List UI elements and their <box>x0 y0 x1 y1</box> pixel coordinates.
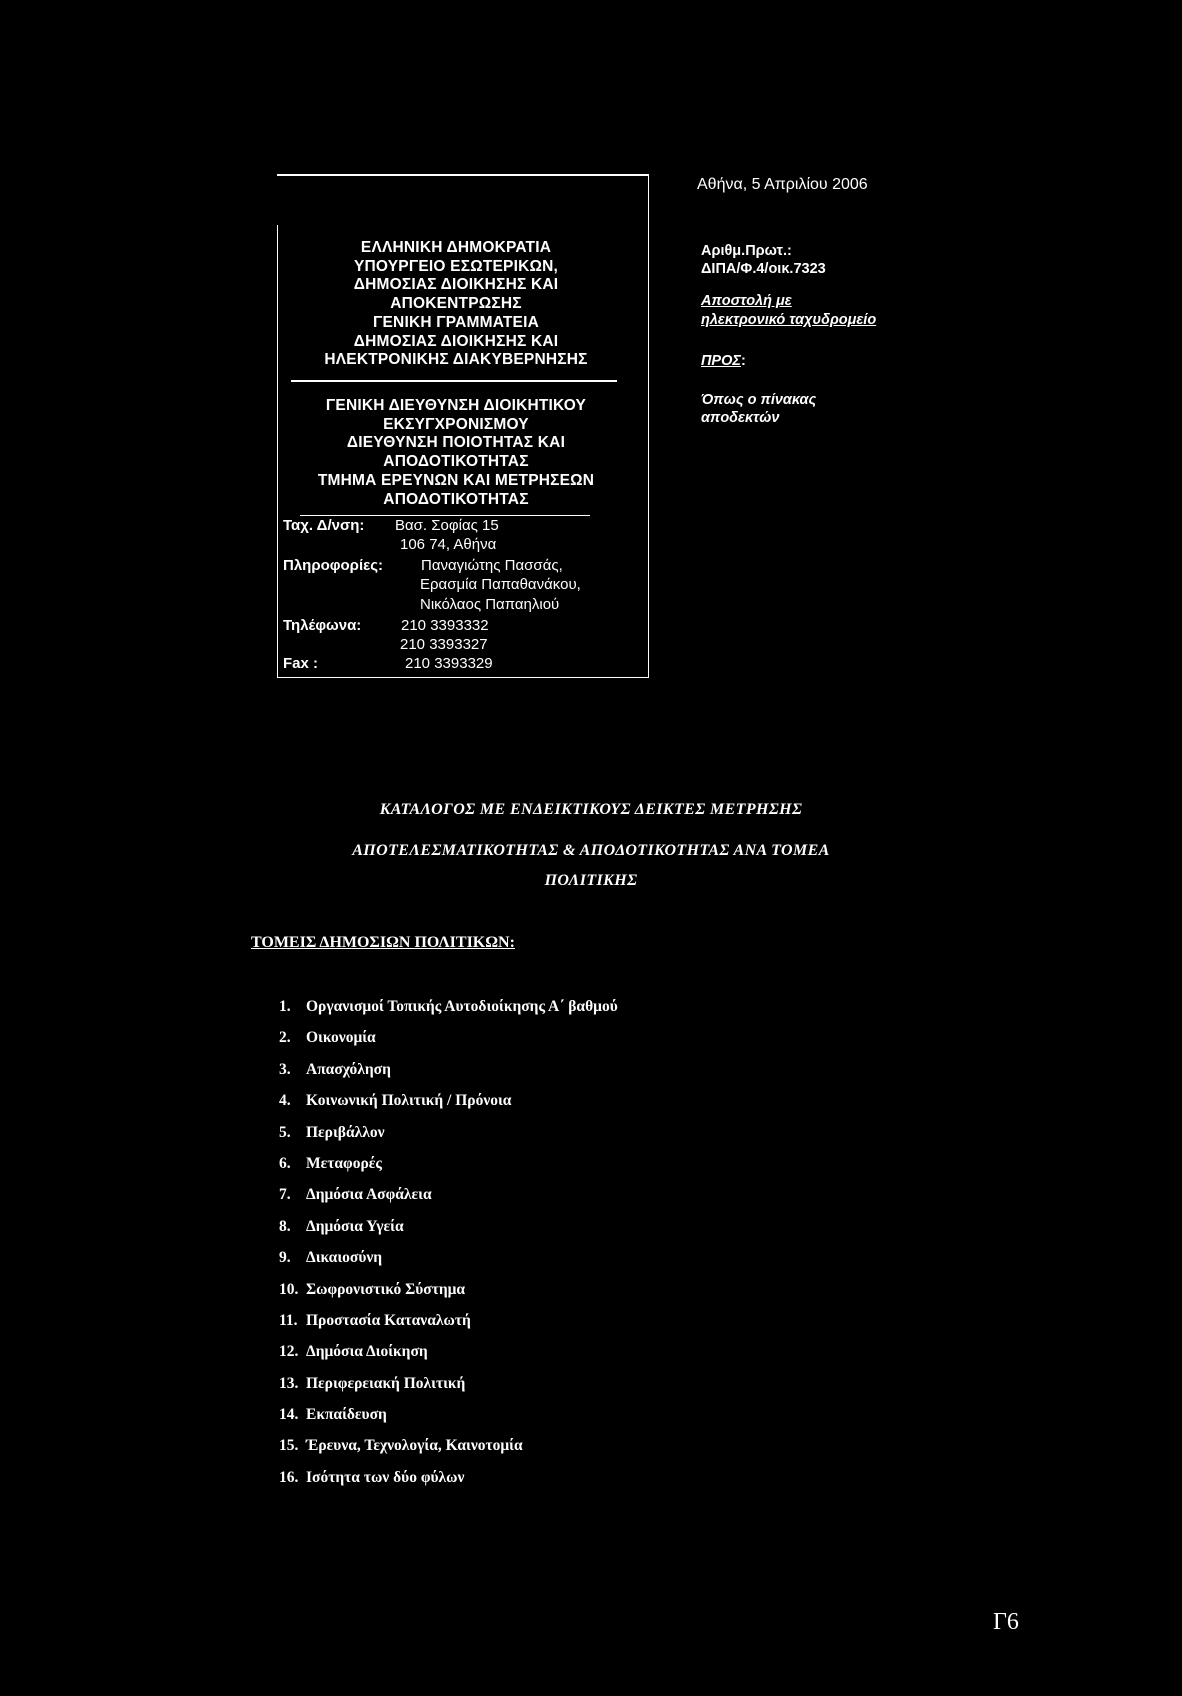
address-label: Ταχ. Δ/νση: <box>283 517 365 534</box>
list-item-label: Οικονομία <box>306 1029 376 1047</box>
list-item <box>279 1054 618 1085</box>
letterhead-left-rule <box>277 225 278 677</box>
phone-number: 210 3393327 <box>400 636 488 653</box>
ministry-header <box>285 239 627 370</box>
protocol-label: Αριθμ.Πρωτ.: <box>701 243 792 259</box>
list-item-label: Δημόσια Ασφάλεια <box>306 1186 432 1204</box>
list-item-number: 15. <box>279 1437 299 1455</box>
directorate-line: ΓΕΝΙΚΗ ΔΙΕΥΘΥΝΣΗ ΔΙΟΙΚΗΤΙΚΟΥ <box>325 397 587 414</box>
list-item-number: 3. <box>279 1060 291 1078</box>
list-item <box>279 1148 618 1179</box>
list-item-number: 11. <box>279 1311 298 1329</box>
phone-number: 210 3393332 <box>401 617 489 634</box>
list-item-label: Περιφερειακή Πολιτική <box>306 1374 466 1392</box>
list-item-number: 6. <box>279 1154 291 1172</box>
list-item-number: 13. <box>279 1374 299 1392</box>
fax-label: Fax : <box>283 655 319 672</box>
list-item <box>279 1305 618 1336</box>
sectors-heading: ΤΟΜΕΙΣ ΔΗΜΟΣΙΩΝ ΠΟΛΙΤΙΚΩΝ: <box>251 934 515 951</box>
list-item-label: Δημόσια Υγεία <box>306 1217 404 1235</box>
list-item <box>279 1242 618 1273</box>
list-item <box>279 1368 618 1399</box>
ministry-line: ΔΗΜΟΣΙΑΣ ΔΙΟΙΚΗΣΗΣ ΚΑΙ <box>353 332 559 350</box>
ministry-line: ΔΗΜΟΣΙΑΣ ΔΙΟΙΚΗΣΗΣ ΚΑΙ <box>353 276 559 294</box>
list-item <box>279 1462 618 1493</box>
directorate-line: ΑΠΟΔΟΤΙΚΟΤΗΤΑΣ <box>383 490 529 508</box>
address-line: Βασ. Σοφίας 15 <box>395 517 499 534</box>
list-item <box>279 1399 618 1430</box>
list-item-number: 16. <box>279 1468 299 1486</box>
list-item <box>279 1022 618 1053</box>
list-item-label: Σωφρονιστικό Σύστημα <box>306 1280 466 1298</box>
document-title-line: ΠΟΛΙΤΙΚΗΣ <box>544 872 638 889</box>
list-item-label: Έρευνα, Τεχνολογία, Καινοτομία <box>306 1437 523 1455</box>
directorate-underline <box>300 515 590 516</box>
list-item-label: Προστασία Καταναλωτή <box>306 1311 471 1329</box>
list-item-label: Περιβάλλον <box>306 1123 385 1141</box>
list-item-label: Δικαιοσύνη <box>306 1249 383 1267</box>
send-method-line: ηλεκτρονικό ταχυδρομείο <box>701 312 877 328</box>
list-item-label: Απασχόληση <box>306 1060 391 1078</box>
list-item-number: 4. <box>279 1092 291 1110</box>
list-item <box>279 1430 618 1461</box>
directorate-line: ΑΠΟΔΟΤΙΚΟΤΗΤΑΣ <box>383 453 529 471</box>
list-item <box>279 991 618 1022</box>
ministry-underline <box>291 380 617 382</box>
list-item-label: Δημόσια Διοίκηση <box>306 1343 428 1361</box>
info-line: Νικόλαος Παπαηλιού <box>420 596 560 613</box>
list-item <box>279 1117 618 1148</box>
document-date: Αθήνα, 5 Απριλίου 2006 <box>697 176 868 193</box>
list-item <box>279 1179 618 1210</box>
list-item-label: Κοινωνική Πολιτική / Πρόνοια <box>306 1092 512 1110</box>
protocol-number: ΔΙΠΑ/Φ.4/οικ.7323 <box>701 261 826 277</box>
list-item-number: 1. <box>279 998 291 1015</box>
to-label: ΠΡΟΣ <box>701 353 741 369</box>
list-item-label: Οργανισμοί Τοπικής Αυτοδιοίκησης Α΄ βαθμού <box>306 998 618 1015</box>
directorate-line: ΤΜΗΜΑ ΕΡΕΥΝΩΝ ΚΑΙ ΜΕΤΡΗΣΕΩΝ <box>317 471 595 489</box>
list-item-number: 2. <box>279 1029 291 1047</box>
address-line: 106 74, Αθήνα <box>400 536 497 553</box>
recipients-line: αποδεκτών <box>701 410 780 426</box>
list-item-number: 14. <box>279 1406 299 1424</box>
recipients-line: Όπως ο πίνακας <box>701 392 817 408</box>
info-line: Παναγιώτης Πασσάς, <box>421 557 563 574</box>
ministry-line: ΗΛΕΚΤΡΟΝΙΚΗΣ ΔΙΑΚΥΒΕΡΝΗΣΗΣ <box>324 351 588 369</box>
ministry-line: ΑΠΟΚΕΝΤΡΩΣΗΣ <box>390 295 522 313</box>
ministry-line: ΓΕΝΙΚΗ ΓΡΑΜΜΑΤΕΙΑ <box>373 313 539 331</box>
page-number: Γ6 <box>993 1609 1019 1635</box>
fax-number: 210 3393329 <box>405 655 493 672</box>
info-line: Ερασμία Παπαθανάκου, <box>420 576 581 593</box>
directorate-line: ΕΚΣΥΓΧΡΟΝΙΣΜΟΥ <box>383 415 529 433</box>
list-item-label: Ισότητα των δύο φύλων <box>306 1468 465 1486</box>
send-method-line: Αποστολή με <box>701 293 792 309</box>
to-colon: : <box>741 353 746 369</box>
list-item-number: 10. <box>279 1280 299 1298</box>
directorate-line: ΔΙΕΥΘΥΝΣΗ ΠΟΙΟΤΗΤΑΣ ΚΑΙ <box>346 434 566 452</box>
list-item-label: Εκπαίδευση <box>306 1406 387 1424</box>
list-item-number: 7. <box>279 1186 291 1204</box>
directorate-header <box>285 397 627 509</box>
list-item-label: Μεταφορές <box>306 1154 382 1172</box>
list-item <box>279 1336 618 1367</box>
phone-label: Τηλέφωνα: <box>283 617 362 634</box>
list-item-number: 9. <box>279 1249 291 1267</box>
ministry-line: ΕΛΛΗΝΙΚΗ ΔΗΜΟΚΡΑΤΙΑ <box>360 239 552 256</box>
ministry-line: ΥΠΟΥΡΓΕΙΟ ΕΣΩΤΕΡΙΚΩΝ, <box>354 257 558 275</box>
list-item <box>279 1085 618 1116</box>
document-title-line: ΑΠΟΤΕΛΕΣΜΑΤΙΚΟΤΗΤΑΣ & ΑΠΟΔΟΤΙΚΟΤΗΤΑΣ ΑΝΑ ΤΟΜΕΑ <box>352 842 830 859</box>
list-item <box>279 1211 618 1242</box>
list-item-number: 12. <box>279 1343 299 1361</box>
list-item-number: 5. <box>279 1123 291 1141</box>
sector-list <box>279 991 618 1493</box>
info-label: Πληροφορίες: <box>283 557 384 574</box>
list-item-number: 8. <box>279 1217 291 1235</box>
list-item <box>279 1274 618 1305</box>
document-title-line: ΚΑΤΑΛΟΓΟΣ ΜΕ ΕΝΔΕΙΚΤΙΚΟΥΣ ΔΕΙΚΤΕΣ ΜΕΤΡΗΣΗΣ <box>379 801 803 818</box>
